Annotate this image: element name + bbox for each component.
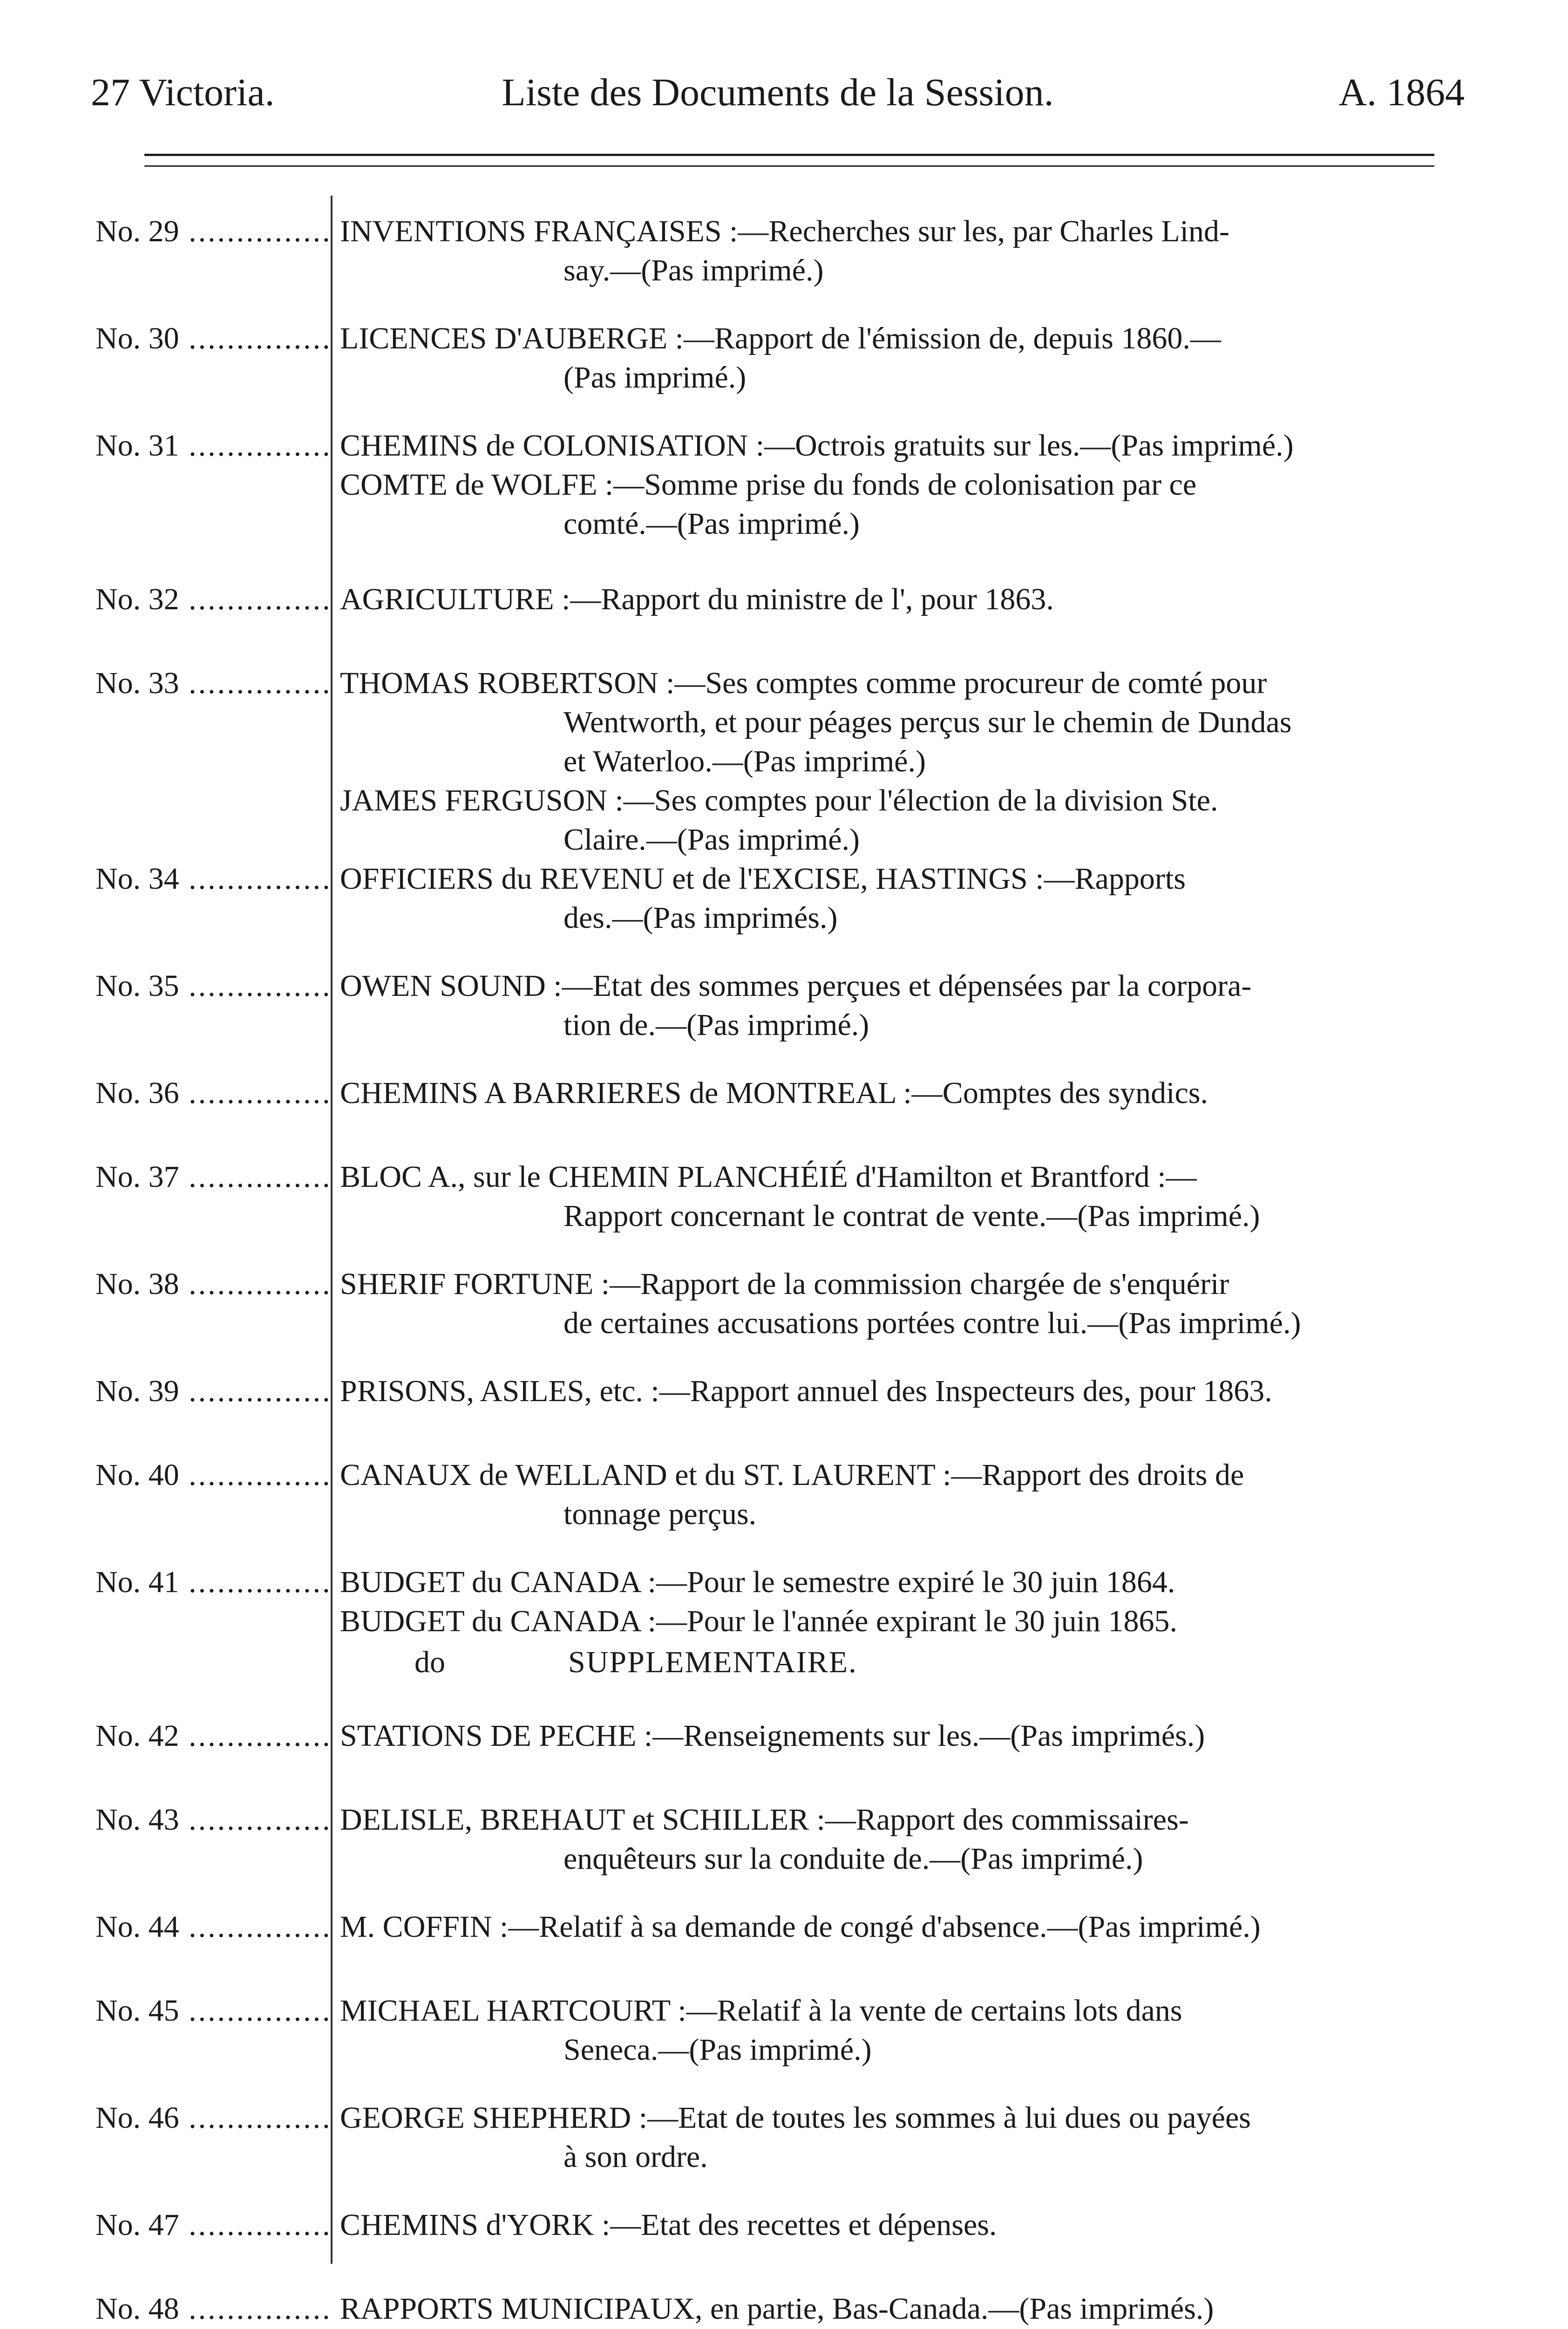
description-line: comté.—(Pas imprimé.) (563, 507, 860, 541)
description-line: LICENCES D'AUBERGE :—Rapport de l'émission de, depuis 1860.— (340, 321, 1221, 355)
description-line: enquêteurs sur la conduite de.—(Pas imprimé.) (563, 1842, 1143, 1876)
list-item (95, 859, 1467, 967)
description-line: BLOC A., sur le CHEMIN PLANCHÉIÉ d'Hamilton et Brantford :— (340, 1160, 1197, 1194)
document-description (340, 212, 1467, 290)
document-description (340, 426, 1467, 544)
header-volume: 27 Victoria. (91, 71, 275, 114)
document-description (340, 580, 1467, 619)
header-rule (144, 154, 1434, 156)
description-line: DELISLE, BREHAUT et SCHILLER :—Rapport des commissaires- (340, 1803, 1189, 1837)
description-line: STATIONS DE PECHE :—Renseignements sur les.—(Pas imprimés.) (340, 1719, 1205, 1753)
description-line: des.—(Pas imprimés.) (563, 901, 838, 935)
document-description (340, 2289, 1467, 2329)
document-number: No. 47 ..... (95, 2206, 328, 2245)
document-number: No. 35 ..... (95, 967, 328, 1006)
document-number: No. 34 ..... (95, 859, 328, 899)
document-description (340, 1456, 1467, 1534)
description-line: CANAUX de WELLAND et du ST. LAURENT :—Rapport des droits de (340, 1458, 1244, 1492)
description-line: à son ordre. (563, 2140, 708, 2174)
list-item (95, 1074, 1467, 1158)
description-line: RAPPORTS MUNICIPAUX, en partie, Bas-Canada.—(Pas imprimés.) (340, 2292, 1214, 2326)
document-number: No. 30 ..... (95, 319, 328, 358)
document-number: No. 39 ..... (95, 1372, 328, 1411)
list-item (95, 1800, 1467, 1907)
list-item (95, 1563, 1467, 1716)
description-line: tonnage perçus. (563, 1497, 757, 1531)
document-number: No. 45 ..... (95, 1991, 328, 2030)
list-item (95, 1907, 1467, 1991)
description-line: PRISONS, ASILES, etc. :—Rapport annuel des Inspecteurs des, pour 1863. (340, 1374, 1272, 1408)
document-number: No. 33 ..... (95, 664, 328, 703)
list-item (95, 1991, 1467, 2098)
list-item (95, 319, 1467, 426)
description-line: BUDGET du CANADA :—Pour le semestre expiré le 30 juin 1864. (340, 1565, 1175, 1599)
document-description (340, 1563, 1467, 1682)
description-line: INVENTIONS FRANÇAISES :—Recherches sur les, par Charles Lind- (340, 214, 1230, 248)
document-description (340, 2206, 1467, 2245)
document-number: No. 40 ..... (95, 1456, 328, 1495)
list-item (95, 2206, 1467, 2289)
document-number: No. 31 ..... (95, 426, 328, 465)
description-line: say.—(Pas imprimé.) (563, 253, 824, 287)
list-item (95, 664, 1467, 859)
description-line: CHEMINS A BARRIERES de MONTREAL :—Comptes des syndics. (340, 1076, 1208, 1110)
description-line: AGRICULTURE :—Rapport du ministre de l', pour 1863. (340, 582, 1054, 616)
document-number: No. 36 ..... (95, 1074, 328, 1113)
description-line: de certaines accusations portées contre lui.—(Pas imprimé.) (563, 1306, 1301, 1340)
document-number: No. 38 ..... (95, 1265, 328, 1304)
document-description (340, 1074, 1467, 1113)
list-item (95, 580, 1467, 664)
description-line: CHEMINS d'YORK :—Etat des recettes et dépenses. (340, 2208, 997, 2242)
document-number: No. 48 ..... (95, 2289, 328, 2329)
description-line: Rapport concernant le contrat de vente.—(Pas imprimé.) (563, 1199, 1260, 1233)
document-number: No. 32 ..... (95, 580, 328, 619)
document-description (340, 2098, 1467, 2177)
description-line: Seneca.—(Pas imprimé.) (563, 2033, 872, 2067)
document-number: No. 41 ..... (95, 1563, 328, 1602)
list-item (95, 1372, 1467, 1456)
description-line: MICHAEL HARTCOURT :—Relatif à la vente de certains lots dans (340, 1994, 1182, 2028)
description-line: M. COFFIN :—Relatif à sa demande de congé d'absence.—(Pas imprimé.) (340, 1910, 1261, 1944)
description-line: (Pas imprimé.) (563, 361, 747, 395)
document-description (340, 1991, 1467, 2070)
description-line: SHERIF FORTUNE :—Rapport de la commission chargée de s'enquérir (340, 1267, 1229, 1301)
list-item (95, 2289, 1467, 2329)
supplement-line (340, 1643, 1467, 1682)
description-line: OFFICIERS du REVENU et de l'EXCISE, HASTINGS :—Rapports (340, 862, 1186, 896)
list-item (95, 212, 1467, 319)
document-description (340, 1716, 1467, 1756)
description-line: et Waterloo.—(Pas imprimé.) (563, 744, 926, 778)
document-list (95, 212, 1467, 2329)
description-line: BUDGET du CANADA :—Pour le l'année expirant le 30 juin 1865. (340, 1604, 1177, 1638)
supplement-title: SUPPLEMENTAIRE. (568, 1645, 857, 1679)
list-item (95, 2098, 1467, 2206)
description-line: COMTE de WOLFE :—Somme prise du fonds de colonisation par ce (340, 468, 1197, 502)
description-line: OWEN SOUND :—Etat des sommes perçues et dépensées par la corpora- (340, 969, 1252, 1003)
document-number: No. 46 ..... (95, 2098, 328, 2138)
header-rule-secondary (144, 165, 1434, 167)
header-title: Liste des Documents de la Session. (502, 71, 1054, 114)
header-year: A. 1864 (1338, 71, 1465, 114)
document-description (340, 664, 1467, 859)
list-item (95, 1716, 1467, 1800)
document-description (340, 1265, 1467, 1343)
document-description (340, 967, 1467, 1045)
description-line: GEORGE SHEPHERD :—Etat de toutes les sommes à lui dues ou payées (340, 2101, 1251, 2135)
document-description (340, 1907, 1467, 1947)
description-line: CHEMINS de COLONISATION :—Octrois gratuits sur les.—(Pas imprimé.) (340, 429, 1294, 463)
document-number: No. 29 ..... (95, 212, 328, 251)
list-item (95, 1456, 1467, 1563)
document-number: No. 44 ..... (95, 1907, 328, 1947)
ditto-mark: do (414, 1645, 445, 1679)
list-item (95, 1158, 1467, 1265)
document-number: No. 43 ..... (95, 1800, 328, 1839)
description-line: Wentworth, et pour péages perçus sur le chemin de Dundas (563, 705, 1292, 739)
list-item (95, 1265, 1467, 1372)
list-item (95, 967, 1467, 1074)
document-number: No. 42 ..... (95, 1716, 328, 1756)
document-description (340, 319, 1467, 397)
description-line: THOMAS ROBERTSON :—Ses comptes comme procureur de comté pour (340, 666, 1267, 700)
document-description (340, 1158, 1467, 1236)
document-description (340, 859, 1467, 938)
description-line: tion de.—(Pas imprimé.) (563, 1008, 869, 1042)
description-line: JAMES FERGUSON :—Ses comptes pour l'élection de la division Ste. (340, 783, 1218, 817)
document-number: No. 37 ..... (95, 1158, 328, 1197)
page-header (91, 70, 1465, 130)
document-description (340, 1800, 1467, 1879)
description-line: Claire.—(Pas imprimé.) (563, 823, 860, 857)
list-item (95, 426, 1467, 580)
document-description (340, 1372, 1467, 1411)
